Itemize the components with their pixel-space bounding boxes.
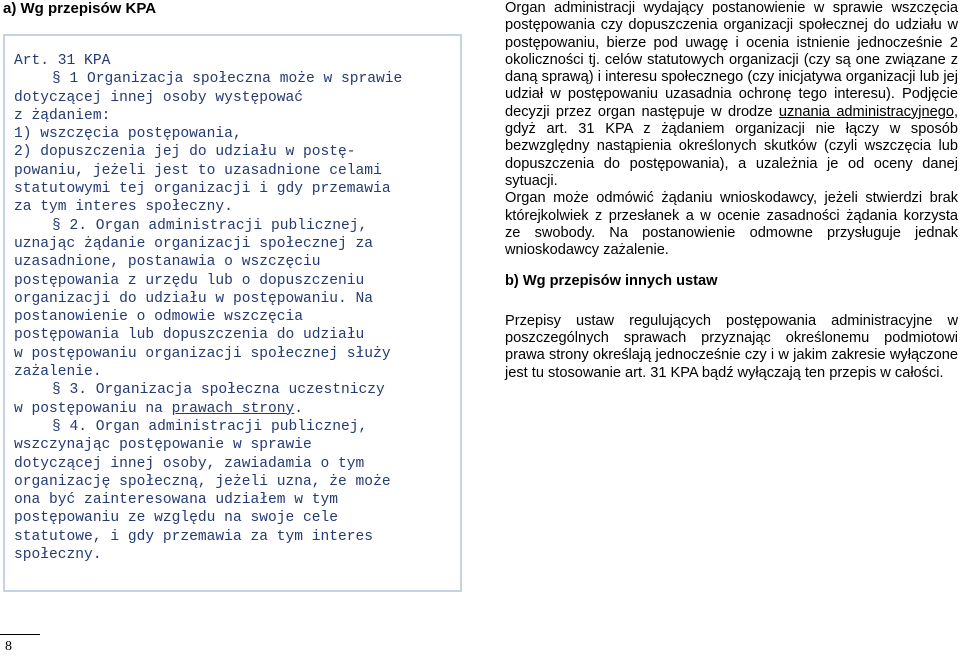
kpa-line: organizacji do udziału w postępowaniu. Na — [14, 290, 374, 307]
kpa-line: 1) wszczęcia postępowania, — [14, 126, 242, 143]
kpa-line: postępowania lub dopuszczenia do udziału — [14, 327, 365, 344]
kpa-line: postępowaniu ze względu na swoje cele — [14, 510, 339, 527]
footer-rule — [0, 634, 40, 635]
kpa-line: uznając żądanie organizacji społecznej za — [14, 235, 374, 252]
kpa-line: ona być zainteresowana udziałem w tym — [14, 492, 339, 509]
kpa-line: statutowe, i gdy przemawia za tym interes — [14, 528, 374, 545]
kpa-line: § 2. Organ administracji publicznej, — [52, 217, 368, 234]
kpa-line: postępowania z urzędu lub o dopuszczeniu — [14, 272, 365, 289]
kpa-line: § 3. Organizacja społeczna uczestniczy — [52, 382, 385, 399]
prawach-strony-link[interactable]: prawach strony — [171, 400, 295, 417]
kpa-line: wszczynając postępowanie w sprawie — [14, 437, 312, 454]
kpa-line: 2) dopuszczenia jej do udziału w postę- — [14, 144, 356, 161]
kpa-line: postanowienie o odmowie wszczęcia — [14, 309, 304, 326]
kpa-line: społeczny. — [14, 547, 102, 564]
kpa-line: za tym interes społeczny. — [14, 199, 233, 216]
kpa-line: § 1 Organizacja społeczna może w sprawie — [52, 71, 403, 88]
kpa-text-fragment: . — [294, 400, 304, 417]
kpa-line: uzasadnione, postanawia o wszczęciu — [14, 254, 321, 271]
kpa-text-fragment: w postępowaniu na — [14, 400, 172, 417]
uznania-administracyjnego-link[interactable]: uznania administracyjnego — [778, 103, 954, 120]
kpa-article-text — [14, 52, 447, 564]
kpa-line: w postępowaniu organizacji społecznej służy — [14, 345, 391, 362]
right-column — [505, 0, 958, 382]
kpa-line: dotyczącej innej osoby występować — [14, 89, 304, 106]
kpa-line: powaniu, jeżeli jest to uzasadnione celami — [14, 162, 382, 179]
paragraph — [505, 0, 958, 190]
paragraph-text: , gdyż art. 31 KPA z żądaniem organizacji nie łączy w sposób bezwzględny nastąpienia określonych skutków (czyli wszczęcia lub dopuszczenia do postępowania), a uzależnia je od oceny danej sytuacji. — [505, 103, 958, 189]
article-title: Art. 31 KPA — [14, 53, 111, 69]
kpa-line: organizację społeczną, jeżeli uzna, że może — [14, 473, 391, 490]
section-b-heading: b) Wg przepisów innych ustaw — [505, 273, 718, 290]
kpa-line: statutowymi tej organizacji i gdy przemawia — [14, 181, 391, 198]
kpa-line: § 4. Organ administracji publicznej, — [52, 418, 368, 435]
page-number: 8 — [5, 639, 12, 654]
paragraph: Przepisy ustaw regulujących postępowania administracyjne w poszczególnych sprawach przyznając określonemu podmiotowi prawa strony określają jednocześnie czy i w jakim zakresie wyłączone jest tu stosowanie art. 31 KPA bądź wyłączają ten przepis w całości. — [505, 312, 958, 381]
kpa-line — [14, 400, 447, 418]
paragraph: Organ może odmówić żądaniu wnioskodawcy, jeżeli stwierdzi brak którejkolwiek z przesłanek a w ocenie zasadności żądania korzysta ze swobody. Na postanowienie odmowne przysługuje jednak wnioskodawcy zażalenie. — [505, 190, 958, 259]
kpa-line: zażalenie. — [14, 364, 102, 381]
kpa-line: z żądaniem: — [14, 107, 111, 124]
kpa-line: dotyczącej innej osoby, zawiadamia o tym — [14, 455, 365, 472]
paragraph-text: Organ administracji wydający postanowienie w sprawie wszczęcia postępowania czy dopuszczenia organizacji społecznej do udziału w postępowaniu, bierze pod uwagę i ocenia istnienie jednocześnie 2 okoliczności tj. celów statutowych organizacji (czy są one związane z daną sprawą) i interesu społecznego (czy inicjatywa organizacji lub jej udział w postępowaniu uzasadnia ochronę tego interesu). Podjęcie decyzji przez organ następuje w drodze — [505, 0, 958, 120]
section-a-heading: a) Wg przepisów KPA — [3, 0, 157, 17]
